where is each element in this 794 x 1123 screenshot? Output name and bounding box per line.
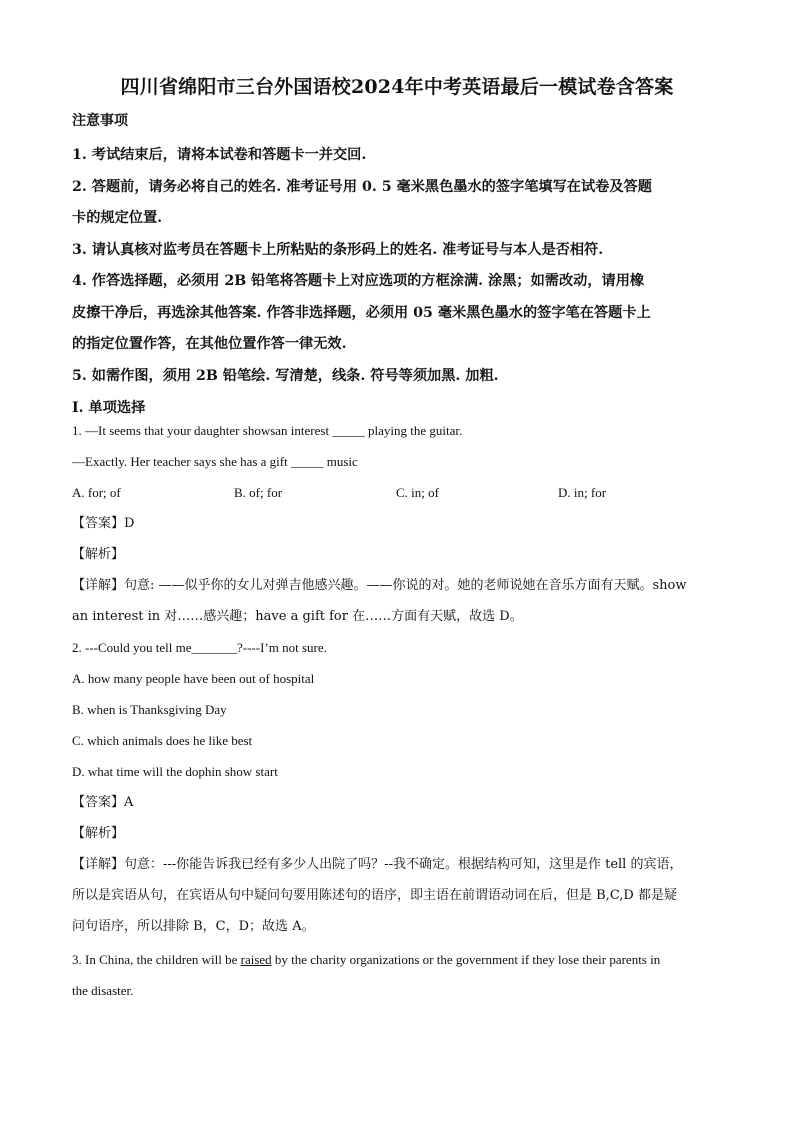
question-stem: 1. —It seems that your daughter showsan interest _____ playing the guitar. bbox=[72, 423, 463, 438]
detail-text: 问句语序，所以排除 B，C，D；故选 A。 bbox=[72, 919, 315, 934]
detail-text: 所以是宾语从句，在宾语从句中疑问句要用陈述句的语序，即主语在前谓语动词在后，但是 B,C,D 都是疑 bbox=[72, 888, 677, 903]
option-d: D. in; for bbox=[558, 485, 607, 500]
option-c: C. which animals does he like best bbox=[72, 733, 253, 748]
options-row bbox=[72, 477, 724, 508]
detail-text: 【详解】句意：---你能告诉我已经有多少人出院了吗？--我不确定。根据结构可知，这里是作 tell 的宾语， bbox=[72, 857, 683, 872]
underlined-word: raised bbox=[240, 952, 272, 967]
question-stem: —Exactly. Her teacher says she has a gift _____ music bbox=[72, 454, 358, 469]
option-a: A. how many people have been out of hospital bbox=[72, 671, 315, 686]
note-line: 4. 作答选择题，必须用 2B 铅笔将答题卡上对应选项的方框涂满. 涂黑；如需改动，请用橡 bbox=[72, 273, 645, 289]
note-line: 的指定位置作答，在其他位置作答一律无效. bbox=[72, 336, 347, 352]
note-line: 2. 答题前，请务必将自己的姓名. 准考证号用 0. 5 毫米黑色墨水的签字笔填写在试卷及答题 bbox=[72, 178, 652, 195]
stem-part: by the charity organizations or the government if they lose their parents in bbox=[271, 952, 661, 967]
note-line: 卡的规定位置. bbox=[72, 210, 163, 226]
analysis-label: 【解析】 bbox=[72, 826, 125, 841]
page-title: 四川省绵阳市三台外国语校2024年中考英语最后一模试卷含答案 bbox=[120, 76, 674, 98]
notes-block bbox=[72, 110, 724, 420]
answer-label: 【答案】A bbox=[72, 795, 134, 810]
notes-heading: 注意事项 bbox=[72, 113, 128, 129]
note-line: 3. 请认真核对监考员在答题卡上所粘贴的条形码上的姓名. 准考证号与本人是否相符. bbox=[72, 241, 604, 258]
answer-label: 【答案】D bbox=[72, 516, 135, 531]
option-a: A. for; of bbox=[72, 485, 121, 500]
section-heading: Ⅰ. 单项选择 bbox=[72, 400, 146, 416]
option-c: C. in; of bbox=[396, 485, 439, 500]
detail-text: 【详解】句意: ——似乎你的女儿对弹吉他感兴趣。——你说的对。她的老师说她在音乐方面有天赋。show bbox=[72, 578, 687, 593]
option-b: B. when is Thanksgiving Day bbox=[72, 702, 227, 717]
stem-part: 3. In China, the children will be bbox=[72, 952, 241, 967]
option-b: B. of; for bbox=[234, 485, 283, 500]
analysis-label: 【解析】 bbox=[72, 547, 125, 562]
note-line: 1. 考试结束后，请将本试卷和答题卡一并交回. bbox=[72, 147, 367, 163]
note-line: 5. 如需作图，须用 2B 铅笔绘. 写清楚，线条. 符号等须加黑. 加粗. bbox=[72, 367, 499, 384]
question-1 bbox=[72, 415, 724, 632]
question-3 bbox=[72, 944, 724, 1006]
detail-text: an interest in 对……感兴趣；have a gift for 在……方面有天赋，故选 D。 bbox=[72, 609, 523, 624]
question-stem bbox=[72, 944, 724, 975]
option-d: D. what time will the dophin show start bbox=[72, 764, 278, 779]
question-stem: 2. ---Could you tell me_______?----I’m not sure. bbox=[72, 640, 327, 655]
note-line: 皮擦干净后，再选涂其他答案. 作答非选择题，必须用 05 毫米黑色墨水的签字笔在答题卡上 bbox=[72, 304, 651, 321]
question-2 bbox=[72, 632, 724, 942]
question-stem: the disaster. bbox=[72, 983, 134, 998]
